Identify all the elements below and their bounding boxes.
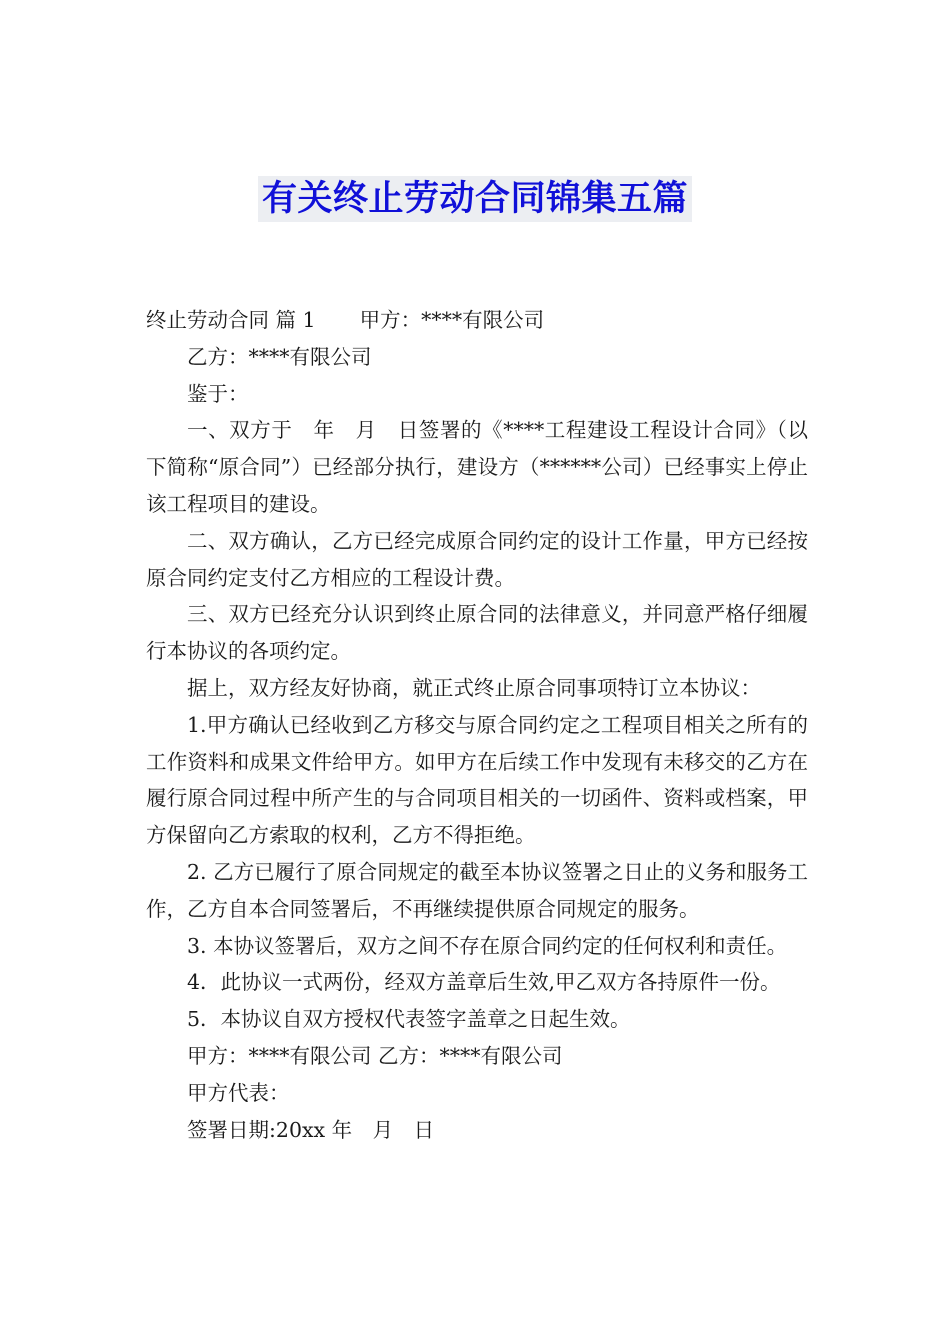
paragraph-agreement-intro: 据上，双方经友好协商，就正式终止原合同事项特订立本协议： [187, 675, 761, 700]
paragraph-whereas: 鉴于： [187, 381, 249, 406]
paragraph-party-b: 乙方：****有限公司 [187, 344, 372, 369]
paragraph-clause-1: 1.甲方确认已经收到乙方移交与原合同约定之工程项目相关之所有的工作资料和成果文件给甲方。如甲方在后续工作中发现有未移交的乙方在履行原合同过程中所产生的与合同项目相关的一切函件、资料或档案，甲方保留向乙方索取的权利，乙方不得拒绝。 [146, 712, 808, 848]
title-block [0, 176, 950, 222]
paragraph-recital-1: 一、双方于 年 月 日签署的《****工程建设工程设计合同》（以下简称“原合同”）已经部分执行，建设方（******公司）已经事实上停止该工程项目的建设。 [146, 418, 808, 516]
document-title: 有关终止劳动合同锦集五篇 [258, 176, 692, 222]
paragraph-parties: 甲方：****有限公司 乙方：****有限公司 [187, 1043, 563, 1068]
section-heading: 终止劳动合同 篇 1 [146, 308, 316, 332]
paragraph-recital-3: 三、双方已经充分认识到终止原合同的法律意义，并同意严格仔细履行本协议的各项约定。 [146, 602, 808, 664]
paragraph-clause-3: 3. 本协议签署后，双方之间不存在原合同约定的任何权利和责任。 [187, 933, 788, 958]
paragraph-representative: 甲方代表： [187, 1080, 290, 1105]
paragraph-clause-2: 2. 乙方已履行了原合同规定的截至本协议签署之日止的义务和服务工作，乙方自本合同签署后，不再继续提供原合同规定的服务。 [146, 859, 808, 921]
paragraph-recital-2: 二、双方确认，乙方已经完成原合同约定的设计工作量，甲方已经按原合同约定支付乙方相应的工程设计费。 [146, 528, 808, 590]
paragraph-clause-5: 5．本协议自双方授权代表签字盖章之日起生效。 [187, 1007, 631, 1032]
document-body [146, 302, 808, 1148]
party-a-line: 甲方：****有限公司 [359, 308, 545, 332]
paragraph-clause-4: 4．此协议一式两份，经双方盖章后生效,甲乙双方各持原件一份。 [187, 970, 781, 995]
heading-line [146, 302, 808, 339]
paragraph-sign-date: 签署日期:20xx 年 月 日 [187, 1117, 435, 1142]
